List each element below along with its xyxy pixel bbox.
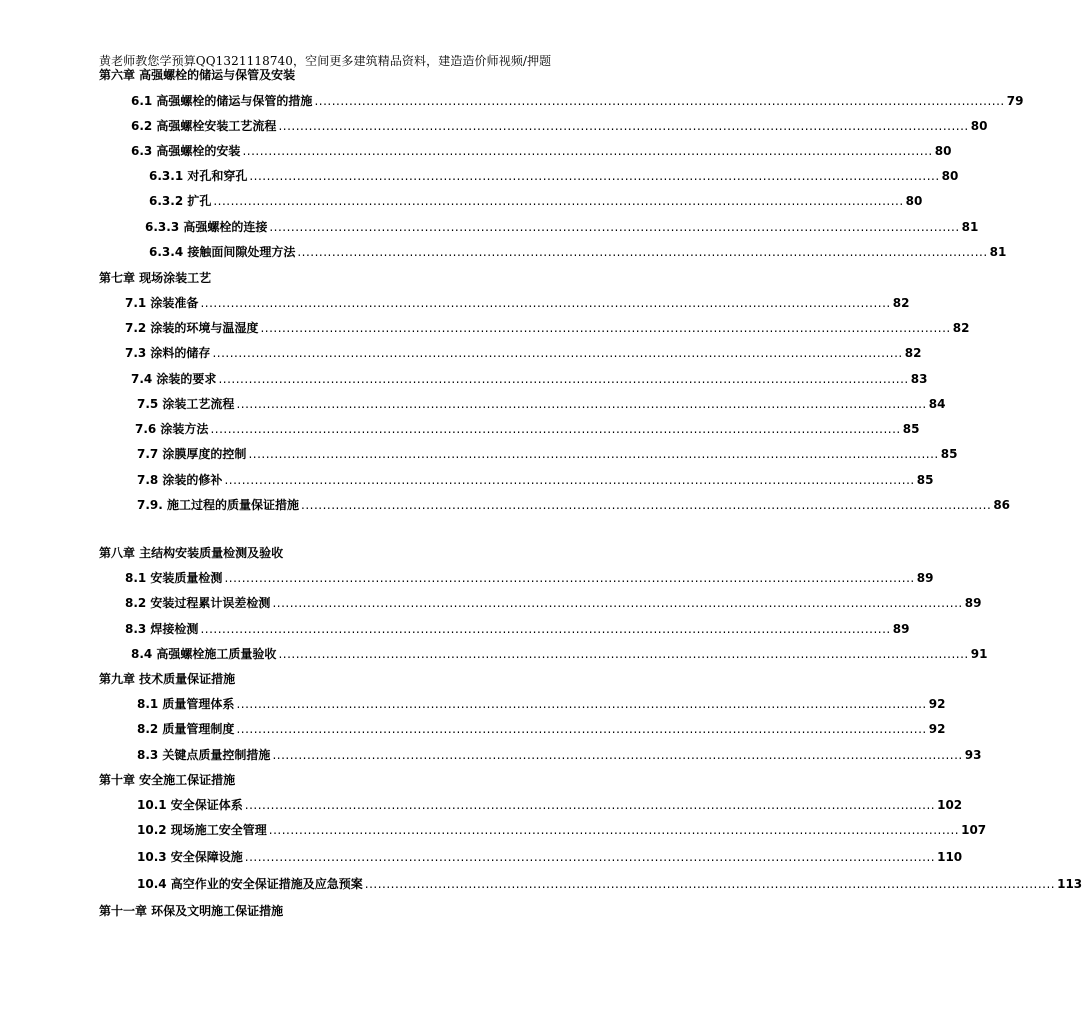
toc-entry-title: 6.2 高强螺栓安装工艺流程 bbox=[131, 119, 277, 133]
toc-page-number: 89 bbox=[892, 622, 910, 636]
toc-chapter-title: 第九章 技术质量保证措施 bbox=[99, 672, 236, 686]
toc-leader-dots: ................................................................................................................................................................ bbox=[200, 622, 891, 636]
toc-page-number: 85 bbox=[902, 422, 920, 436]
toc-entry-10-3[interactable] bbox=[137, 849, 963, 865]
toc-entry-title: 7.4 涂装的要求 bbox=[131, 372, 217, 386]
toc-leader-dots: ................................................................................................................................................................ bbox=[236, 397, 927, 411]
toc-entry-8-4[interactable] bbox=[131, 646, 988, 662]
toc-page-number: 80 bbox=[934, 144, 952, 158]
toc-entry-7-5[interactable] bbox=[137, 396, 946, 412]
toc-entry-title: 7.1 涂装准备 bbox=[125, 296, 199, 310]
toc-page-number: 80 bbox=[970, 119, 988, 133]
toc-entry-6-3-1[interactable] bbox=[149, 168, 959, 184]
toc-page-number: 81 bbox=[989, 245, 1007, 259]
toc-entry-title: 7.8 涂装的修补 bbox=[137, 473, 223, 487]
toc-entry-title: 8.2 安装过程累计误差检测 bbox=[125, 596, 271, 610]
toc-entry-10-4[interactable] bbox=[137, 876, 1082, 892]
toc-entry-9-2[interactable] bbox=[137, 721, 946, 737]
toc-leader-dots: ................................................................................................................................................................ bbox=[249, 169, 940, 183]
toc-leader-dots: ................................................................................................................................................................ bbox=[278, 647, 969, 661]
toc-entry-7-8[interactable] bbox=[137, 472, 934, 488]
toc-entry-title: 10.1 安全保证体系 bbox=[137, 798, 243, 812]
toc-leader-dots: ................................................................................................................................................................ bbox=[236, 722, 927, 736]
toc-leader-dots: ................................................................................................................................................................ bbox=[212, 346, 903, 360]
toc-leader-dots: ................................................................................................................................................................ bbox=[364, 877, 1056, 891]
toc-leader-dots: ................................................................................................................................................................ bbox=[210, 422, 901, 436]
toc-page-number: 80 bbox=[905, 194, 923, 208]
toc-entry-title: 6.3.3 高强螺栓的连接 bbox=[145, 220, 268, 234]
toc-entry-title: 8.3 关键点质量控制措施 bbox=[137, 748, 271, 762]
toc-entry-6-3-4[interactable] bbox=[149, 244, 1007, 260]
toc-entry-title: 8.1 质量管理体系 bbox=[137, 697, 235, 711]
toc-chapter-title: 第八章 主结构安装质量检测及验收 bbox=[99, 546, 284, 560]
toc-leader-dots: ................................................................................................................................................................ bbox=[236, 697, 927, 711]
toc-page-number: 82 bbox=[892, 296, 910, 310]
toc-entry-title: 7.7 涂膜厚度的控制 bbox=[137, 447, 247, 461]
toc-entry-9-1[interactable] bbox=[137, 696, 946, 712]
toc-entry-title: 10.3 安全保障设施 bbox=[137, 850, 243, 864]
toc-leader-dots: ................................................................................................................................................................ bbox=[248, 447, 939, 461]
toc-chapter-title: 第十章 安全施工保证措施 bbox=[99, 773, 236, 787]
toc-page-number: 92 bbox=[928, 697, 946, 711]
toc-leader-dots: ................................................................................................................................................................ bbox=[272, 748, 963, 762]
toc-chapter-title: 第六章 高强螺栓的储运与保管及安装 bbox=[99, 68, 296, 82]
toc-entry-title: 6.3 高强螺栓的安装 bbox=[131, 144, 241, 158]
toc-leader-dots: ................................................................................................................................................................ bbox=[244, 798, 936, 812]
toc-entry-title: 6.3.1 对孔和穿孔 bbox=[149, 169, 248, 183]
toc-page-number: 92 bbox=[928, 722, 946, 736]
toc-page-number: 86 bbox=[993, 498, 1011, 512]
toc-entry-title: 6.1 高强螺栓的储运与保管的措施 bbox=[131, 94, 313, 108]
toc-leader-dots: ................................................................................................................................................................ bbox=[224, 571, 915, 585]
toc-entry-7-6[interactable] bbox=[135, 421, 920, 437]
toc-entry-7-7[interactable] bbox=[137, 446, 958, 462]
toc-page-number: 107 bbox=[961, 823, 987, 837]
toc-entry-title: 8.3 焊接检测 bbox=[125, 622, 199, 636]
toc-entry-title: 7.3 涂料的储存 bbox=[125, 346, 211, 360]
toc-page-number: 85 bbox=[940, 447, 958, 461]
toc-entry-6-3-2[interactable] bbox=[149, 193, 923, 209]
toc-chapter-9[interactable] bbox=[99, 671, 235, 687]
toc-page-number: 91 bbox=[970, 647, 988, 661]
toc-leader-dots: ................................................................................................................................................................ bbox=[278, 119, 969, 133]
toc-leader-dots: ................................................................................................................................................................ bbox=[244, 850, 936, 864]
toc-entry-7-3[interactable] bbox=[125, 345, 922, 361]
toc-entry-title: 7.9. 施工过程的质量保证措施 bbox=[137, 498, 299, 512]
toc-leader-dots: ................................................................................................................................................................ bbox=[200, 296, 891, 310]
toc-entry-title: 7.5 涂装工艺流程 bbox=[137, 397, 235, 411]
toc-entry-9-3[interactable] bbox=[137, 747, 982, 763]
toc-entry-7-2[interactable] bbox=[125, 320, 970, 336]
toc-leader-dots: ................................................................................................................................................................ bbox=[224, 473, 915, 487]
toc-page-number: 83 bbox=[910, 372, 928, 386]
toc-entry-8-2[interactable] bbox=[125, 595, 982, 611]
toc-entry-title: 10.2 现场施工安全管理 bbox=[137, 823, 267, 837]
toc-entry-7-4[interactable] bbox=[131, 371, 928, 387]
toc-chapter-7[interactable] bbox=[99, 270, 211, 286]
toc-chapter-title: 第十一章 环保及文明施工保证措施 bbox=[99, 904, 284, 918]
toc-chapter-6[interactable] bbox=[99, 67, 295, 83]
toc-entry-7-1[interactable] bbox=[125, 295, 910, 311]
toc-entry-title: 8.1 安装质量检测 bbox=[125, 571, 223, 585]
toc-leader-dots: ................................................................................................................................................................ bbox=[242, 144, 933, 158]
toc-page-number: 81 bbox=[961, 220, 979, 234]
toc-entry-10-2[interactable] bbox=[137, 822, 987, 838]
toc-chapter-11[interactable] bbox=[99, 903, 283, 919]
toc-leader-dots: ................................................................................................................................................................ bbox=[268, 823, 960, 837]
toc-page-number: 110 bbox=[937, 850, 963, 864]
toc-page-number: 84 bbox=[928, 397, 946, 411]
toc-entry-title: 10.4 高空作业的安全保证措施及应急预案 bbox=[137, 877, 363, 891]
toc-entry-title: 8.2 质量管理制度 bbox=[137, 722, 235, 736]
toc-entry-title: 7.2 涂装的环境与温湿度 bbox=[125, 321, 259, 335]
toc-page-number: 89 bbox=[916, 571, 934, 585]
toc-entry-10-1[interactable] bbox=[137, 797, 963, 813]
toc-leader-dots: ................................................................................................................................................................ bbox=[269, 220, 960, 234]
toc-entry-title: 6.3.2 扩孔 bbox=[149, 194, 212, 208]
page-header: 黄老师教您学预算QQ1321118740，空间更多建筑精品资料，建造造价师视频/押题 bbox=[99, 54, 552, 68]
toc-page-number: 80 bbox=[941, 169, 959, 183]
toc-chapter-8[interactable] bbox=[99, 545, 283, 561]
toc-entry-8-3[interactable] bbox=[125, 621, 910, 637]
toc-page-number: 85 bbox=[916, 473, 934, 487]
toc-entry-6-1[interactable] bbox=[131, 93, 1024, 109]
toc-page-number: 82 bbox=[952, 321, 970, 335]
toc-entry-7-9[interactable] bbox=[137, 497, 1011, 513]
toc-entry-title: 7.6 涂装方法 bbox=[135, 422, 209, 436]
toc-chapter-10[interactable] bbox=[99, 772, 235, 788]
toc-entry-6-2[interactable] bbox=[131, 118, 988, 134]
toc-leader-dots: ................................................................................................................................................................ bbox=[213, 194, 904, 208]
toc-page-number: 89 bbox=[964, 596, 982, 610]
toc-leader-dots: ................................................................................................................................................................ bbox=[301, 498, 992, 512]
toc-page-number: 82 bbox=[904, 346, 922, 360]
toc-leader-dots: ................................................................................................................................................................ bbox=[297, 245, 988, 259]
toc-leader-dots: ................................................................................................................................................................ bbox=[218, 372, 909, 386]
toc-entry-6-3[interactable] bbox=[131, 143, 952, 159]
toc-entry-8-1[interactable] bbox=[125, 570, 934, 586]
toc-chapter-title: 第七章 现场涂装工艺 bbox=[99, 271, 212, 285]
toc-entry-title: 6.3.4 接触面间隙处理方法 bbox=[149, 245, 296, 259]
toc-page-number: 102 bbox=[937, 798, 963, 812]
toc-leader-dots: ................................................................................................................................................................ bbox=[314, 94, 1005, 108]
toc-leader-dots: ................................................................................................................................................................ bbox=[260, 321, 951, 335]
toc-page-number: 79 bbox=[1006, 94, 1024, 108]
toc-page-number: 113 bbox=[1057, 877, 1082, 891]
toc-entry-title: 8.4 高强螺栓施工质量验收 bbox=[131, 647, 277, 661]
toc-entry-6-3-3[interactable] bbox=[145, 219, 979, 235]
toc-leader-dots: ................................................................................................................................................................ bbox=[272, 596, 963, 610]
toc-page-number: 93 bbox=[964, 748, 982, 762]
